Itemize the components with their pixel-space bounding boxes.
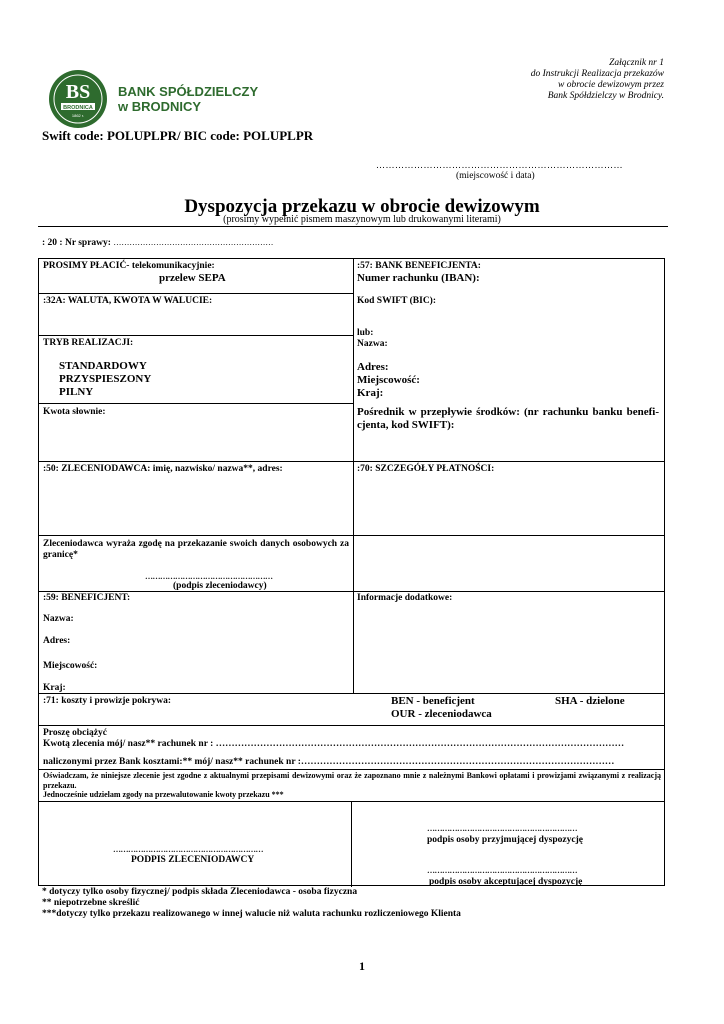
accept-signature-line[interactable]: ……………………………………………………: [427, 824, 577, 833]
title-divider: [38, 226, 668, 227]
logo-city: BRODNICA: [63, 105, 93, 111]
mode-express[interactable]: PRZYSPIESZONY: [59, 373, 152, 385]
payment-details-label: :70: SZCZEGÓŁY PŁATNOŚCI:: [357, 464, 495, 474]
bank-name-label: Nazwa:: [357, 339, 388, 349]
document-subtitle: (prosimy wypełnić pismem maszynowym lub drukowanymi literami): [223, 214, 501, 225]
intermediary-label: Pośrednik w przepływie środków: (nr rachunku banku benefi-cjenta, kod SWIFT):: [357, 406, 659, 431]
accept-signature-label: podpis osoby przyjmującej dyspozycję: [427, 835, 583, 845]
consent-signature-label: (podpis zleceniodawcy): [173, 581, 267, 591]
consent-text: Zleceniodawca wyraża zgodę na przekazanie swoich danych osobowych za granicę*: [43, 539, 349, 560]
signature-divider: [351, 801, 352, 887]
logo-year: 1862 r.: [71, 113, 85, 118]
bank-logo: [48, 68, 108, 130]
row-line: [39, 801, 664, 802]
column-divider: [353, 259, 354, 693]
document-title: Dyspozycja przekazu w obrocie dewizowym: [184, 196, 540, 217]
debit-costs-account[interactable]: naliczonymi przez Bank kosztami:** mój/ nasz** rachunek nr :………………………………………………………………………………………: [43, 757, 615, 767]
bank-address-label: Adres:: [357, 361, 389, 373]
mode-urgent[interactable]: PILNY: [59, 386, 94, 398]
beneficiary-country-label: Kraj:: [43, 683, 66, 693]
annex-line: Załącznik nr 1: [609, 58, 664, 68]
annex-line: w obrocie dewizowym przez: [558, 80, 664, 90]
swift-code: Swift code: POLUPLPR/ BIC code: POLUPLPR: [42, 128, 314, 143]
approve-signature-line[interactable]: ……………………………………………………: [427, 866, 577, 875]
account-number-label: Numer rachunku (IBAN):: [357, 272, 480, 284]
debit-amount-account[interactable]: Kwotą zlecenia mój/ nasz** rachunek nr : …………………………………………………………………………………………………………………: [43, 739, 625, 749]
additional-info-label: Informacje dodatkowe:: [357, 593, 453, 603]
place-date-label: (miejscowość i data): [456, 171, 535, 181]
bank-city-label: Miejscowość:: [357, 374, 420, 386]
costs-label: :71: koszty i prowizje pokrywa:: [43, 696, 172, 706]
declaration-text: Oświadczam, że niniejsze zlecenie jest zgodne z aktualnymi przepisami dewizowymi oraz że zapoznano mnie z należnymi Bankowi opłatami i prowizjami związanymi z realizacją przekazu.: [43, 771, 661, 790]
or-label: lub:: [357, 328, 374, 338]
pay-label: PROSIMY PŁACIĆ- telekomunikacyjnie:: [43, 261, 215, 271]
bank-country-label: Kraj:: [357, 387, 384, 399]
bank-name-line2: w BRODNICY: [118, 99, 202, 114]
case-number-label: : 20 : Nr sprawy:: [42, 238, 111, 248]
beneficiary-label: :59: BENEFICJENT:: [43, 593, 131, 603]
case-number-dots: ……………………………………………………: [113, 238, 274, 247]
bank-beneficiary-label: :57: BANK BENEFICJENTA:: [357, 261, 481, 271]
case-number[interactable]: [42, 238, 273, 248]
annex-line: Bank Spółdzielczy w Brodnicy.: [547, 91, 664, 101]
row-line: [39, 335, 353, 336]
mode-standard[interactable]: STANDARDOWY: [59, 360, 147, 372]
bank-name: [118, 84, 258, 114]
beneficiary-name-label: Nazwa:: [43, 614, 74, 624]
footnote-2: ** niepotrzebne skreślić: [42, 898, 140, 908]
row-line: [39, 403, 353, 404]
currency-label: :32A: WALUTA, KWOTA W WALUCIE:: [43, 296, 213, 306]
row-line: [39, 535, 664, 536]
logo-letters: BS: [65, 81, 91, 103]
row-line: [39, 293, 353, 294]
row-line: [39, 725, 664, 726]
swift-bic-label: Kod SWIFT (BIC):: [357, 296, 437, 306]
amount-words-label: Kwota słownie:: [43, 407, 106, 417]
transfer-form: [38, 258, 665, 886]
footnote-3: ***dotyczy tylko przekazu realizowanego w innej walucie niż waluta rachunku rozliczeniowego Klienta: [42, 909, 461, 919]
row-line: [39, 591, 664, 592]
page-number: 1: [359, 959, 365, 973]
conversion-consent: Jednocześnie udzielam zgody na przewalutowanie kwoty przekazu ***: [43, 790, 284, 799]
row-line: [39, 693, 664, 694]
annex-line: do Instrukcji Realizacja przekazów: [530, 69, 664, 79]
client-signature-label: PODPIS ZLECENIODAWCY: [131, 855, 255, 865]
beneficiary-address-label: Adres:: [43, 636, 71, 646]
cost-option-ben[interactable]: BEN - beneficjent: [391, 695, 475, 707]
mode-label: TRYB REALIZACJI:: [43, 338, 134, 348]
annex-note: [414, 58, 664, 102]
debit-label: Proszę obciążyć: [43, 728, 107, 738]
footnotes: [42, 887, 461, 920]
client-signature-line[interactable]: ……………………………………………………: [113, 845, 263, 854]
beneficiary-city-label: Miejscowość:: [43, 661, 98, 671]
approve-signature-label: podpis osoby akceptującej dyspozycję: [429, 877, 583, 887]
cost-option-our[interactable]: OUR - zleceniodawca: [391, 708, 492, 720]
cost-option-sha[interactable]: SHA - dzielone: [555, 695, 625, 707]
row-line: [39, 769, 664, 770]
ordering-party-label: :50: ZLECENIODAWCA: imię, nazwisko/ nazwa**, adres:: [43, 464, 283, 474]
bank-name-line1: BANK SPÓŁDZIELCZY: [118, 84, 259, 99]
footnote-1: * dotyczy tylko osoby fizycznej/ podpis składa Zleceniodawca - osoba fizyczna: [42, 887, 358, 897]
consent-signature-line[interactable]: ……………………………………………: [145, 572, 273, 581]
row-line: [39, 461, 664, 462]
place-date-line[interactable]: ……………………………………………………………………: [376, 160, 623, 170]
pay-value[interactable]: przelew SEPA: [159, 272, 226, 284]
